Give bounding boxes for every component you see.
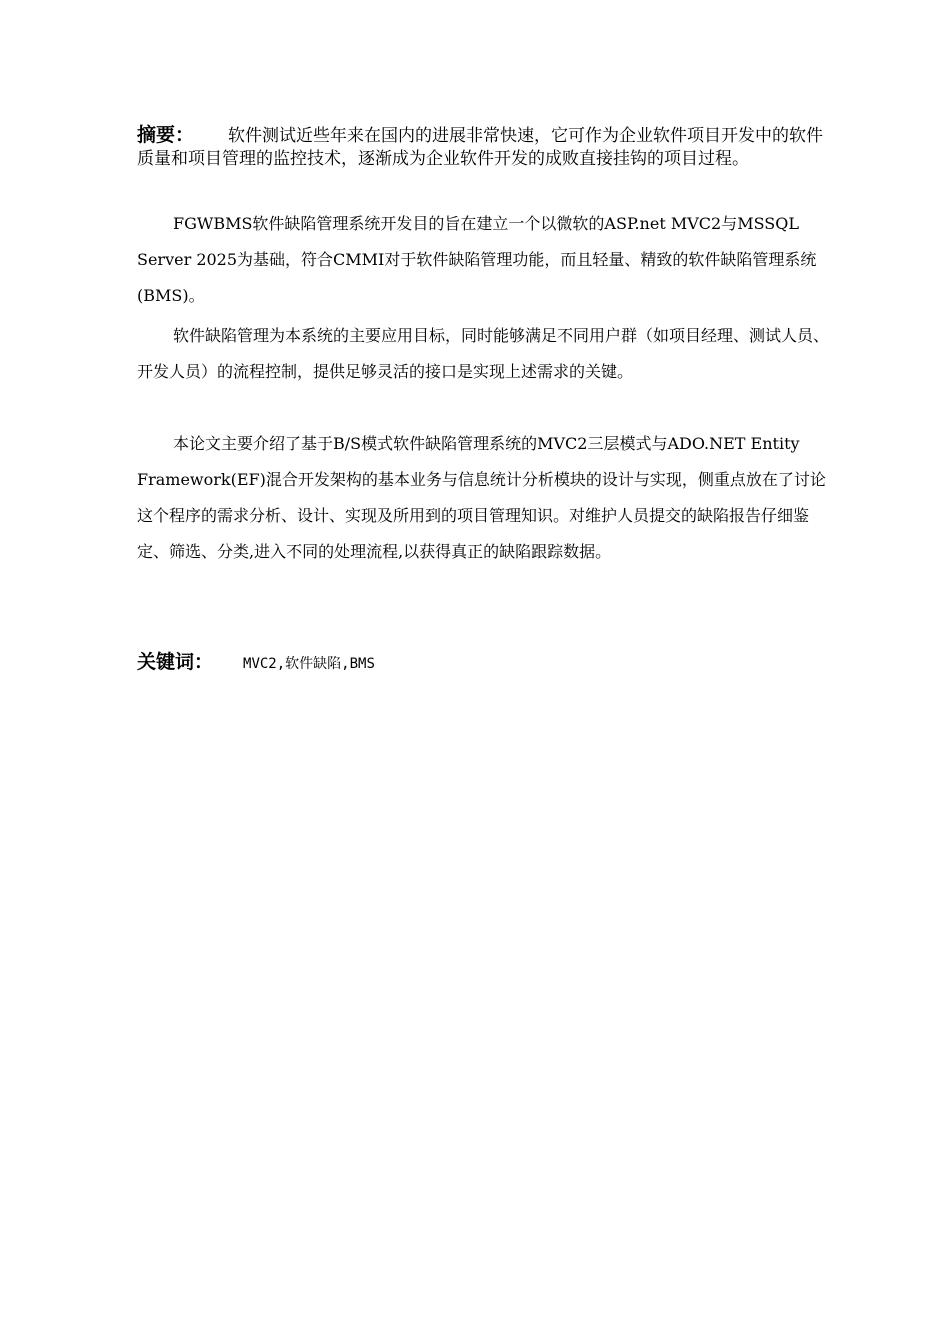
keywords-heading: 关键词：: [137, 651, 214, 673]
keywords-block: [137, 648, 837, 678]
paragraph-thesis-summary: 本论文主要介绍了基于B/S模式软件缺陷管理系统的MVC2三层模式与ADO.NET Entity Framework(EF)混合开发架构的基本业务与信息统计分析模块的设计与实现，侧重点放在了讨论这个程序的需求分析、设计、实现及所用到的项目管理知识。对维护人员提交的缺陷报告仔细鉴定、筛选、分类,进入不同的处理流程,以获得真正的缺陷跟踪数据。: [137, 434, 826, 561]
abstract-heading: 摘要：: [137, 124, 195, 146]
abstract-text: 软件测试近些年来在国内的进展非常快速，它可作为企业软件项目开发中的软件质量和项目管理的监控技术，逐渐成为企业软件开发的成败直接挂钩的项目过程。: [137, 126, 824, 169]
paragraph-application-goal: 软件缺陷管理为本系统的主要应用目标，同时能够满足不同用户群（如项目经理、测试人员、开发人员）的流程控制，提供足够灵活的接口是实现上述需求的关键。: [137, 326, 830, 381]
abstract-block: [137, 124, 837, 171]
keywords-value: MVC2,软件缺陷,BMS: [243, 656, 375, 672]
paragraph-system-goal: FGWBMS软件缺陷管理系统开发目的旨在建立一个以微软的ASP.net MVC2与MSSQL Server 2025为基础，符合CMMI对于软件缺陷管理功能，而且轻量、精致的软件缺陷管理系统(BMS)。: [137, 214, 817, 305]
